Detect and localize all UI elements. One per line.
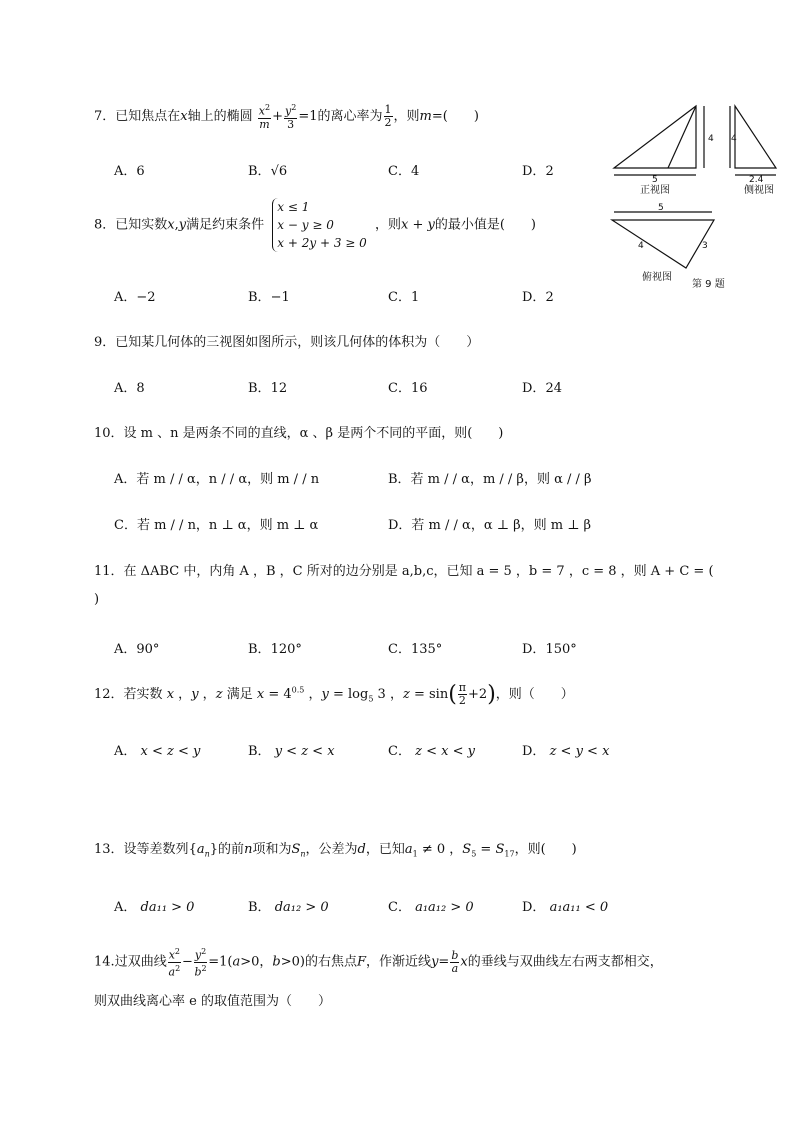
q8-option-d: D．2 bbox=[522, 290, 554, 305]
svg-text:5: 5 bbox=[652, 175, 658, 185]
q10-option-d: D．若 m / / α，α ⊥ β，则 m ⊥ β bbox=[388, 518, 592, 533]
fraction: $\frac{x^2}{m}$ bbox=[258, 103, 271, 131]
q11-option-c: C．135° bbox=[388, 642, 443, 657]
top-view-label: 俯视图 bbox=[642, 272, 672, 283]
q7-option-c: C．4 bbox=[388, 164, 420, 179]
question-8: 8．已知实数x,y满足约束条件 x ≤ 1 x − y ≥ 0 x + 2y + 3 ≥ 0 ，则x + y的最小值是( ) bbox=[94, 200, 537, 250]
q10-option-a: A．若 m / / α，n / / α，则 m / / n bbox=[114, 472, 320, 487]
top-view-shape bbox=[612, 220, 714, 268]
svg-text:2.4: 2.4 bbox=[749, 175, 764, 185]
q11-option-a: A．90° bbox=[114, 642, 160, 657]
q8-option-b: B．−1 bbox=[248, 290, 290, 305]
q7-option-a: A．6 bbox=[114, 164, 145, 179]
constraint-system: x ≤ 1 x − y ≥ 0 x + 2y + 3 ≥ 0 bbox=[272, 198, 367, 252]
q10-option-c: C．若 m / / n，n ⊥ α，则 m ⊥ α bbox=[114, 518, 319, 533]
q12-option-a: A． x < z < y bbox=[114, 744, 201, 759]
q11-option-b: B．120° bbox=[248, 642, 302, 657]
svg-text:4: 4 bbox=[638, 241, 644, 251]
q12-option-d: D． z < y < x bbox=[522, 744, 610, 759]
figure-caption: 第 9 题 bbox=[692, 279, 725, 290]
side-view-label: 侧视图 bbox=[744, 185, 774, 196]
svg-text:4: 4 bbox=[731, 134, 737, 144]
q9-option-a: A．8 bbox=[114, 381, 145, 396]
q8-option-c: C．1 bbox=[388, 290, 420, 305]
q13-option-a: A． da₁₁ > 0 bbox=[114, 900, 195, 915]
question-11-cont: ) bbox=[94, 592, 100, 607]
q9-option-d: D．24 bbox=[522, 381, 562, 396]
three-view-figure bbox=[600, 98, 790, 298]
q13-option-d: D． a₁a₁₁ < 0 bbox=[522, 900, 609, 915]
q7-option-d: D．2 bbox=[522, 164, 554, 179]
svg-text:3: 3 bbox=[702, 241, 708, 251]
question-11: 11．在 ΔABC 中，内角 A ，B ，C 所对的边分别是 a,b,c，已知 a = 5 ，b = 7 ，c = 8 ，则 A + C = ( bbox=[94, 564, 714, 579]
q10-option-b: B．若 m / / α，m / / β，则 α / / β bbox=[388, 472, 592, 487]
q7-option-b: B．√6 bbox=[248, 164, 288, 179]
question-10: 10．设 m 、n 是两条不同的直线，α 、β 是两个不同的平面，则( ) bbox=[94, 426, 504, 441]
question-12: 12．若实数 x ，y ，z 满足 $x = 4^{0.5}$ ，$y = \log_5 3$ ，z = sin( $\frac{\pi}{2}$ +2)，则（ ） bbox=[94, 681, 574, 707]
question-7: 7．已知焦点在x轴上的椭圆 $\frac{x^2}{m}$ + $\frac{y^2}{3}$ =1的离心率为 $\frac{1}{2}$ ，则m=( ) bbox=[94, 102, 479, 131]
question-14-cont: 则双曲线离心率 e 的取值范围为（ ） bbox=[94, 994, 331, 1009]
q9-option-c: C．16 bbox=[388, 381, 428, 396]
svg-text:5: 5 bbox=[658, 203, 664, 213]
question-13: 13．设等差数列$\{a_n\}$的前n项和为$S_n$，公差为d，已知$a_1 \ne 0$ ，$S_5 = S_{17}$，则( ) bbox=[94, 842, 577, 859]
svg-text:4: 4 bbox=[708, 134, 714, 144]
front-view-label: 正视图 bbox=[640, 185, 670, 196]
q12-option-b: B． y < z < x bbox=[248, 744, 335, 759]
q11-option-d: D．150° bbox=[522, 642, 577, 657]
q13-option-b: B． da₁₂ > 0 bbox=[248, 900, 329, 915]
q8-option-a: A．−2 bbox=[114, 290, 156, 305]
q9-option-b: B．12 bbox=[248, 381, 288, 396]
q12-option-c: C． z < x < y bbox=[388, 744, 475, 759]
q13-option-c: C． a₁a₁₂ > 0 bbox=[388, 900, 474, 915]
front-view-shape bbox=[614, 106, 696, 168]
question-14: 14.过双曲线 $\frac{x^2}{a^2}$ − $\frac{y^2}{b^2}$ =1(a>0，b>0)的右焦点F，作渐近线y= $\frac{b}{a}$ x的垂线与双曲线左右两支都相交， bbox=[94, 947, 663, 979]
question-9: 9．已知某几何体的三视图如图所示，则该几何体的体积为（ ） bbox=[94, 335, 480, 350]
